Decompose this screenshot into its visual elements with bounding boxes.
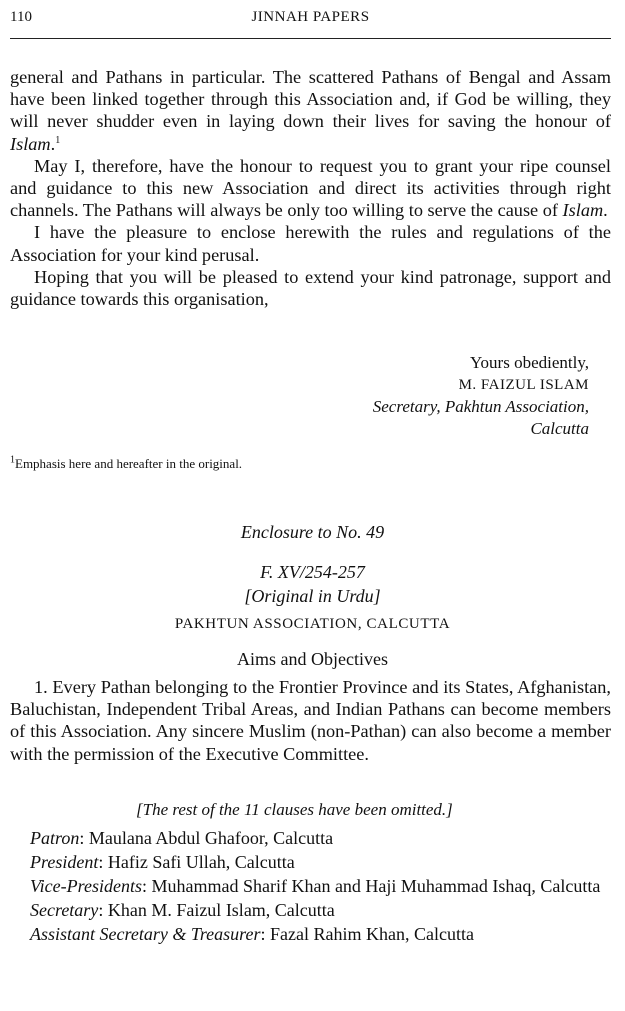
header-rule: [10, 38, 611, 39]
footnote-mark: 1: [55, 134, 61, 146]
signatory-designation: Secretary, Pakhtun Association,: [372, 397, 589, 416]
footnote: $^1$Emphasis here and hereafter in the original.: [10, 454, 243, 471]
officer-row: Patron: Maulana Abdul Ghafoor, Calcutta: [30, 828, 334, 848]
officer-row: Assistant Secretary & Treasurer: Fazal Rahim Khan, Calcutta: [30, 924, 474, 944]
letter-paragraph: Hoping that you will be pleased to extend your kind patronage, support and guidance towards this organisation,: [10, 266, 611, 310]
clause-1: 1. Every Pathan belonging to the Frontier Province and its States, Afghanistan, Baluchistan, Independent Tribal Areas, and Indian Pathans can become members of this Association. Any sincere Muslim (non-Pathan) can also become a member with the permission of the Executive Committee.: [10, 677, 611, 764]
letter-paragraph: I have the pleasure to enclose herewith the rules and regulations of the Association for your kind perusal.: [10, 222, 611, 265]
officer-row: Vice-Presidents: Muhammad Sharif Khan and Haji Muhammad Ishaq, Calcutta: [30, 876, 601, 896]
section-title: Aims and Objectives: [237, 649, 388, 669]
enclosure-title: Enclosure to No. 49: [240, 522, 385, 542]
association-heading: PAKHTUN ASSOCIATION, CALCUTTA: [174, 616, 451, 632]
running-header: [10, 9, 611, 31]
letter-paragraph: general and Pathans in particular. The scattered Pathans of Bengal and Assam have been linked together through this Association and, if God be willing, they will never shudder even in laying down their lives for saving the honour of Islam.$^1$: [10, 67, 611, 154]
clause-block: [10, 676, 611, 765]
signature-block: [373, 352, 589, 440]
omitted-note: [The rest of the 11 clauses have been omitted.]: [136, 800, 453, 819]
file-reference: F. XV/254-257 [Original in Urdu]: [244, 562, 381, 606]
officer-row: President: Hafiz Safi Ullah, Calcutta: [30, 852, 295, 872]
signatory-place: Calcutta: [530, 419, 589, 438]
letter-body: [10, 66, 611, 310]
letter-paragraph: May I, therefore, have the honour to request you to grant your ripe counsel and guidance to this new Association and direct its activities through right channels. The Pathans will always be only too willing to serve the cause of Islam.: [10, 155, 611, 221]
officers-list: [30, 826, 600, 946]
running-title: JINNAH PAPERS: [251, 9, 370, 25]
page-number: 110: [10, 9, 32, 25]
closing: Yours obediently,: [469, 353, 589, 372]
officer-row: Secretary: Khan M. Faizul Islam, Calcutta: [30, 900, 335, 920]
signatory-name: M. FAIZUL ISLAM: [458, 377, 589, 393]
